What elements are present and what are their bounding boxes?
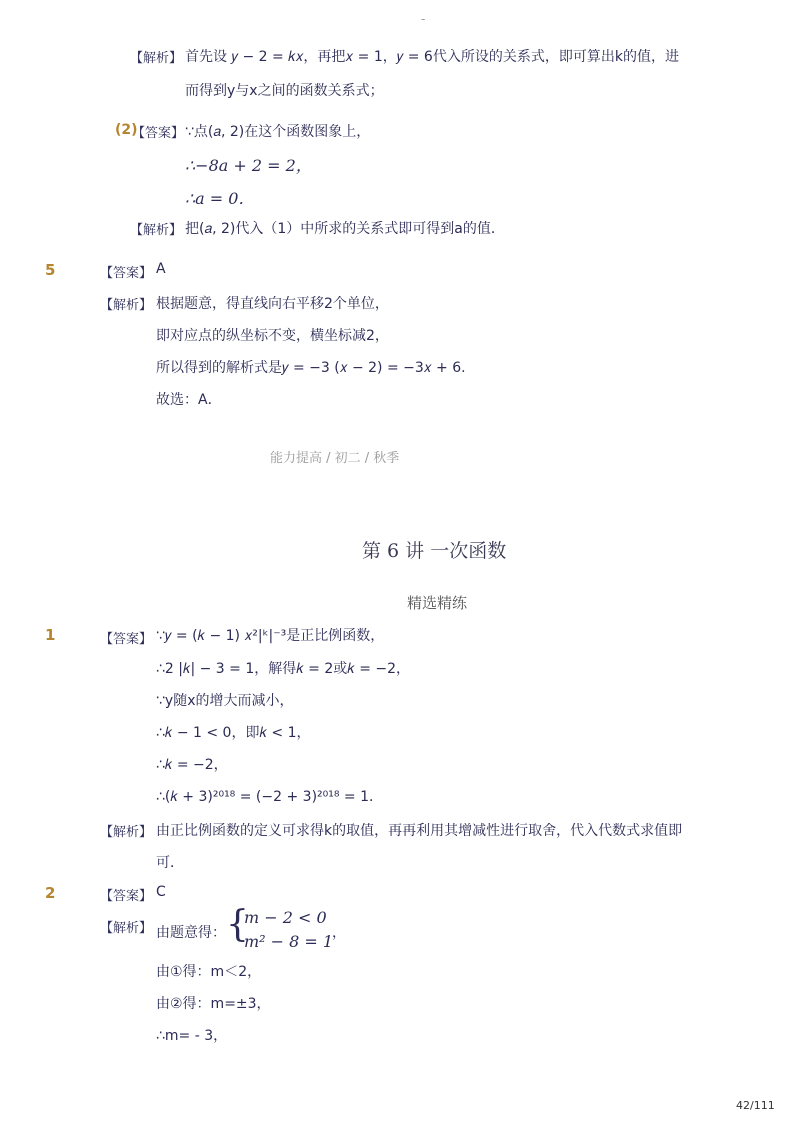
answer-tag: 【答案】: [100, 632, 153, 647]
section-subtitle: 精选精练: [407, 594, 468, 612]
answer-line: ∵点(𝑎, 2)在这个函数图象上，: [185, 124, 371, 140]
page-number: 42/111: [736, 1099, 775, 1112]
sub-question-label: (2): [115, 122, 138, 138]
answer-line: ∴𝑘 − 1 < 0，即𝑘 < 1，: [156, 725, 311, 741]
analysis-line: 首先设 𝑦 − 2 = 𝑘𝑥，再把𝑥 = 1，𝑦 = 6代入所设的关系式，即可算出k的值，进: [185, 49, 679, 65]
analysis-tag: 【解析】: [130, 51, 183, 66]
answer-value: C: [156, 884, 166, 900]
question-number: 5: [45, 261, 56, 279]
top-mark: -: [421, 12, 426, 26]
analysis-line: 故选：A．: [156, 392, 222, 408]
section-title: 第 6 讲 一次函数: [362, 540, 507, 562]
answer-tag: 【答案】: [100, 889, 153, 904]
analysis-tag: 【解析】: [130, 223, 183, 238]
analysis-line: 根据题意，得直线向右平移2个单位，: [156, 296, 389, 312]
question-number: 1: [45, 626, 56, 644]
answer-tag: 【答案】: [100, 266, 153, 281]
analysis-line: 由正比例函数的定义可求得k的取值，再再利用其增减性进行取舍，代入代数式求值即: [156, 823, 683, 839]
analysis-line: 所以得到的解析式是𝑦 = −3 (𝑥 − 2) = −3𝑥 + 6.: [156, 360, 466, 376]
system-equation-2: 𝑚² − 8 = 1: [244, 932, 334, 951]
system-equation-1: 𝑚 − 2 < 0: [244, 908, 327, 927]
analysis-line: 而得到y与x之间的函数关系式；: [185, 83, 384, 99]
question-number: 2: [45, 884, 56, 902]
answer-line: ∵y随x的增大而减小，: [156, 693, 294, 709]
analysis-tag: 【解析】: [100, 825, 153, 840]
answer-line: ∵𝑦 = (𝑘 − 1) 𝑥²|ᵏ|⁻³是正比例函数，: [156, 628, 385, 644]
analysis-line: 即对应点的纵坐标不变，横坐标减2，: [156, 328, 389, 344]
analysis-tag: 【解析】: [100, 298, 153, 313]
analysis-line: 可．: [156, 855, 184, 871]
analysis-line: 由题意得：: [156, 925, 226, 941]
answer-line: ∴𝑎 = 0．: [185, 189, 255, 208]
answer-line: ∴(𝑘 + 3)²⁰¹⁸ = (−2 + 3)²⁰¹⁸ = 1．: [156, 789, 384, 805]
system-end-mark: ，: [332, 925, 346, 941]
analysis-line: ∴m= - 3，: [156, 1028, 228, 1044]
answer-line: ∴𝑘 = −2，: [156, 757, 228, 773]
analysis-tag: 【解析】: [100, 921, 153, 936]
answer-line: ∴−8𝑎 + 2 = 2，: [185, 156, 312, 175]
analysis-line: 由②得：m=±3，: [156, 996, 271, 1012]
answer-value: A: [156, 261, 166, 277]
analysis-line: 把(𝑎, 2)代入（1）中所求的关系式即可得到a的值．: [185, 221, 505, 237]
answer-line: ∴2 |𝑘| − 3 = 1，解得𝑘 = 2或𝑘 = −2，: [156, 661, 411, 677]
analysis-line: 由①得：m＜2，: [156, 964, 262, 980]
system-brace: {: [226, 904, 249, 945]
breadcrumb: 能力提高 / 初二 / 秋季: [270, 451, 400, 466]
answer-tag: 【答案】: [132, 126, 185, 141]
